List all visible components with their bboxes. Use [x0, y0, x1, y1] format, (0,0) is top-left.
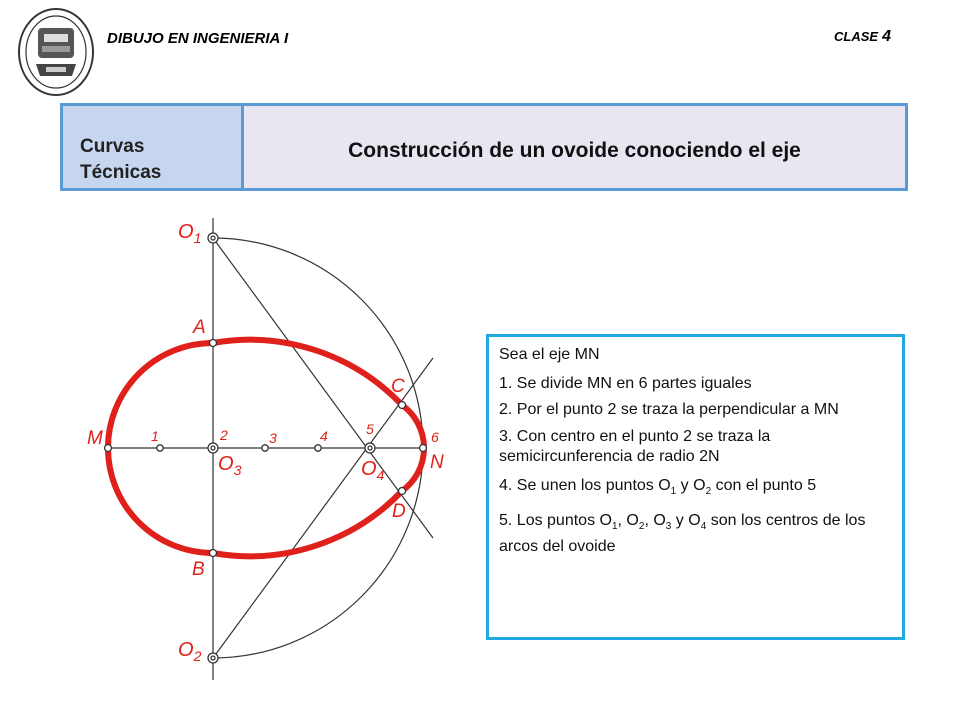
topic-line-2: Técnicas — [80, 162, 162, 183]
label-div-4: 4 — [320, 428, 328, 444]
label-div-5: 5 — [366, 421, 374, 437]
step-intro: Sea el eje MN — [499, 346, 600, 363]
label-a: A — [193, 317, 206, 338]
slide-title: Construcción de un ovoide conociendo el eje — [348, 139, 801, 162]
label-o4: $O_4$ — [361, 458, 385, 483]
point-b — [210, 550, 217, 557]
class-label-text: CLASE — [834, 29, 879, 44]
step-3: 3. Con centro en el punto 2 se traza la semicircunferencia de radio 2N — [499, 428, 771, 465]
point-d — [399, 488, 406, 495]
label-m: M — [87, 428, 103, 449]
label-div-6: 6 — [431, 429, 439, 445]
label-d: D — [392, 501, 406, 522]
label-div-2: 2 — [220, 427, 228, 443]
point-1 — [157, 445, 163, 451]
label-b: B — [192, 559, 205, 580]
point-a — [210, 340, 217, 347]
point-c — [399, 402, 406, 409]
step-2: 2. Por el punto 2 se traza la perpendicular a MN — [499, 401, 839, 418]
label-o1: $O_1$ — [178, 221, 202, 246]
step-4: 4. Se unen los puntos $O_1$ y $O_2$ con el punto 5 — [499, 477, 817, 498]
label-div-1: 1 — [151, 428, 159, 444]
ovoid-arc-upper — [213, 340, 402, 405]
point-6-n — [420, 445, 427, 452]
topic-line-1: Curvas — [80, 136, 145, 157]
class-number: 4 — [882, 28, 891, 45]
step-1: 1. Se divide MN en 6 partes iguales — [499, 375, 752, 392]
point-m — [105, 445, 112, 452]
construction-steps-box — [486, 334, 905, 640]
label-o3: $O_3$ — [218, 453, 242, 478]
point-4 — [315, 445, 321, 451]
label-div-3: 3 — [269, 430, 277, 446]
label-o2: $O_2$ — [178, 639, 202, 664]
course-title: DIBUJO EN INGENIERIA I — [107, 30, 289, 47]
label-n: N — [430, 452, 444, 473]
ovoid-arc-lower — [213, 491, 402, 556]
step-5: 5. Los puntos $O_1$, $O_2$, $O_3$ y $O_4$ son los centros de los arcos del ovoide — [499, 512, 866, 556]
label-c: C — [391, 376, 405, 397]
point-3 — [262, 445, 268, 451]
